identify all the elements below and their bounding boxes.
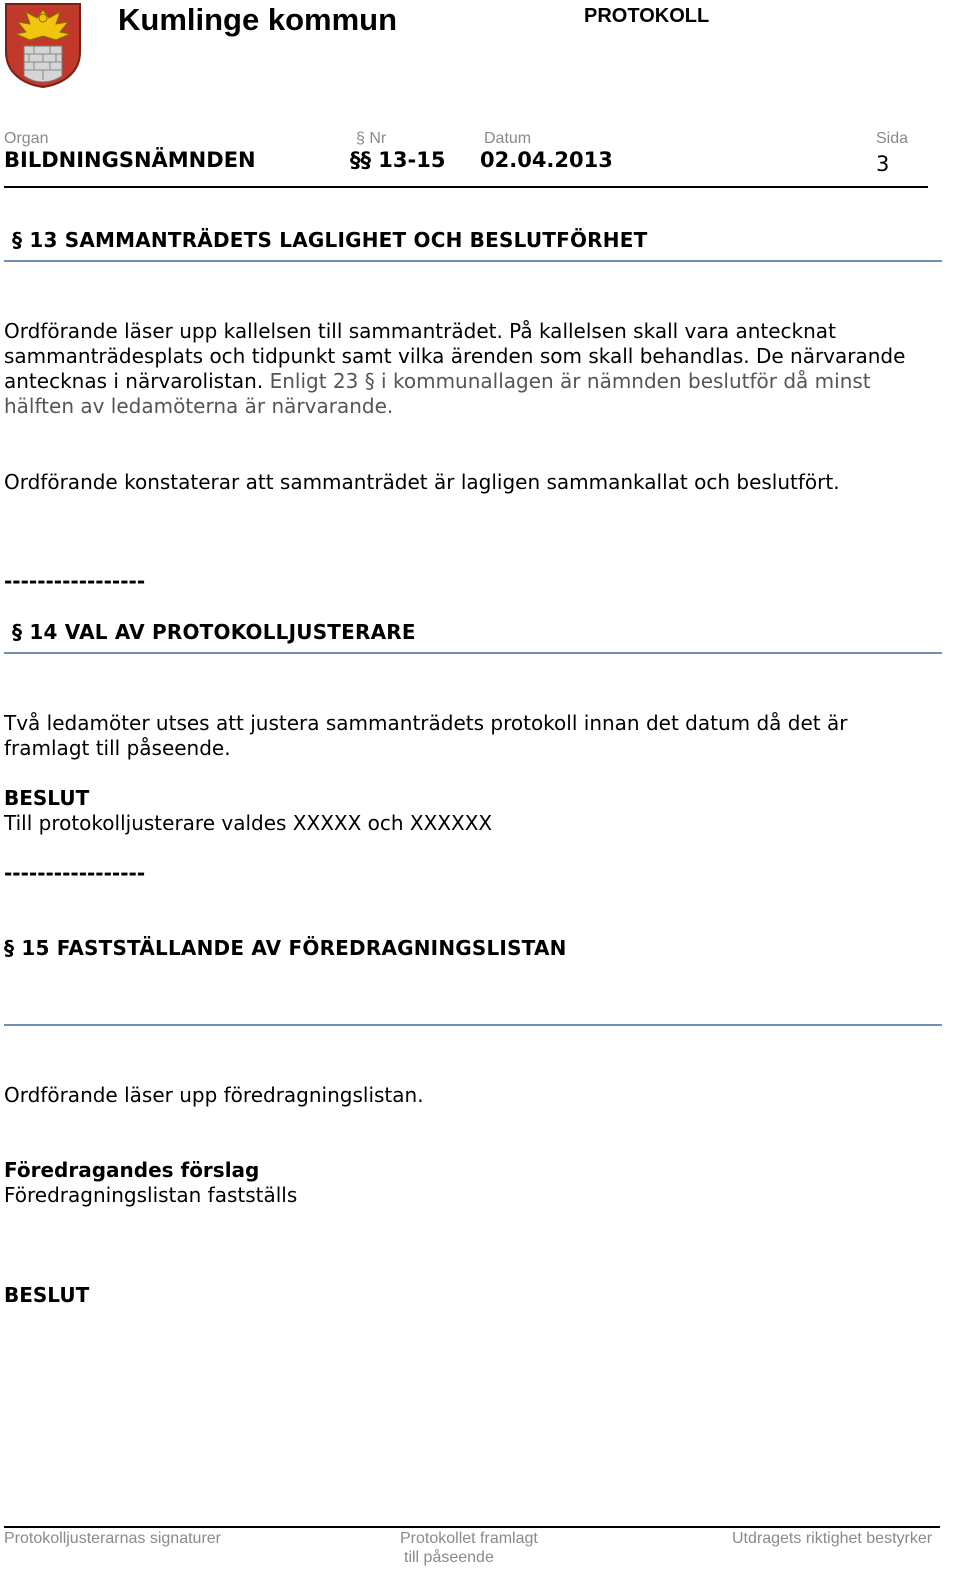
footer-signatures: Protokolljusterarnas signaturer [4,1530,221,1547]
footer-paseende: till påseende [404,1549,494,1566]
section-13-divider [4,260,942,262]
section-14-divider [4,652,942,654]
municipality-name: Kumlinge kommun [118,2,398,37]
separator-1: ----------------- [4,569,146,593]
organ-label: Organ [4,130,49,147]
section-13-conclusion: Ordförande konstaterar att sammanträdet är lagligen sammankallat och beslutfört. [4,470,840,494]
section-15-paragraph: Ordförande läser upp föredragningslistan. [4,1083,424,1107]
section-14-beslut-text: Till protokolljusterare valdes XXXXX och XXXXXX [4,811,493,835]
organ-value: BILDNINGSNÄMNDEN [4,148,256,172]
datum-value: 02.04.2013 [480,148,613,172]
separator-2: ----------------- [4,861,146,885]
footer-divider [4,1526,940,1528]
document-type: PROTOKOLL [584,5,710,27]
coat-of-arms-icon [4,2,82,88]
section-14-heading: § 14 VAL AV PROTOKOLLJUSTERARE [12,620,416,644]
section-15-divider [4,1024,942,1026]
proposal-label: Föredragandes förslag [4,1158,260,1182]
section-13-paragraph: Ordförande läser upp kallelsen till sammanträdet. På kallelsen skall vara antecknat sammanträdesplats och tidpunkt samt vilka ärenden som skall behandlas. De närvarande antecknas i närvarolistan. Enligt 23 § i kommunallagen är nämnden beslutför då minst hälften av ledamöterna är närvarande. [4,319,906,418]
datum-label: Datum [484,130,532,147]
proposal-text: Föredragningslistan fastställs [4,1183,298,1207]
footer-framlagt: Protokollet framlagt [400,1530,538,1547]
page-number: 3 [876,152,890,176]
section-13-heading: § 13 SAMMANTRÄDETS LAGLIGHET OCH BESLUTFÖRHET [12,228,648,252]
section-14-paragraph: Två ledamöter utses att justera sammanträdets protokoll innan det datum då det är framlagt till påseende. [4,711,848,760]
nr-value: §§ 13-15 [350,148,446,172]
section-14-beslut-label: BESLUT [4,786,90,810]
section-15-heading: § 15 FASTSTÄLLANDE AV FÖREDRAGNINGSLISTAN [4,936,567,960]
header-divider [4,186,928,188]
sida-label: Sida [876,130,909,147]
nr-label: § Nr [356,130,387,147]
section-15-beslut-label: BESLUT [4,1283,90,1307]
footer-utdrag: Utdragets riktighet bestyrker [732,1530,933,1547]
